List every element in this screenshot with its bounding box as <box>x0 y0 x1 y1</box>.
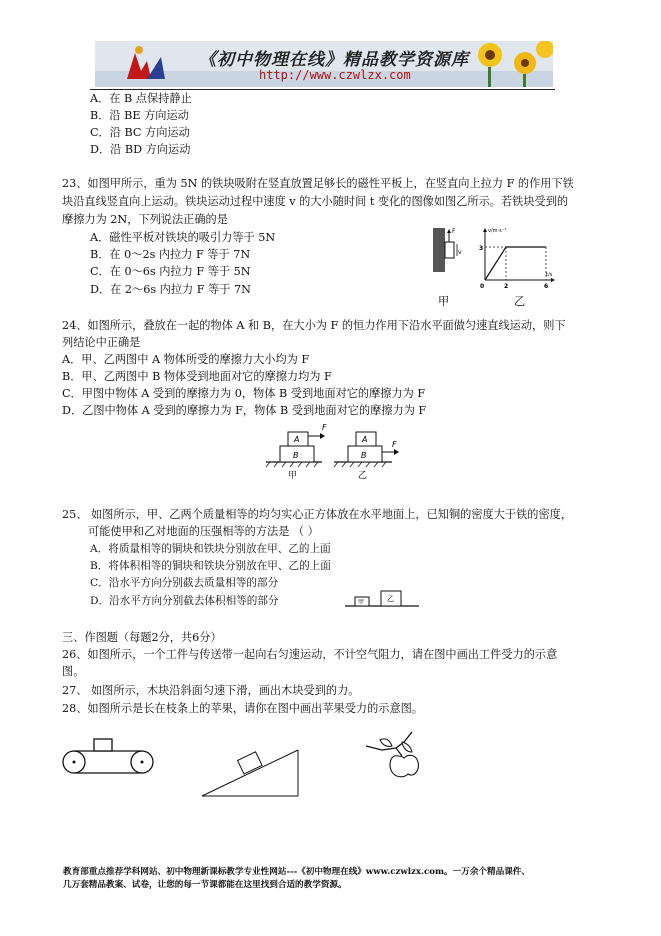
q22-option-b: B．沿 BE 方向运动 <box>90 109 189 122</box>
q28-text: 28、如图所示是长在枝条上的苹果，请你在图中画出苹果受力的示意图。 <box>62 702 424 715</box>
q24-option-d: D．乙图中物体 A 受到的摩擦力为 F，物体 B 受到地面对它的摩擦力为 F <box>62 404 427 417</box>
q24-figure <box>262 420 412 482</box>
q24-fig-label-right: 乙 <box>358 471 368 481</box>
q24-fig-label-left: 甲 <box>288 471 298 481</box>
q25-option-a: A．将质量相等的铜块和铁块分别放在甲、乙的上面 <box>90 543 331 555</box>
apple-branch-figure <box>362 726 442 786</box>
magnetic-plate <box>433 228 445 272</box>
graph-tick-x2: 6 <box>544 283 549 290</box>
q23-stem-line1: 23、如图甲所示，重为 5N 的铁块吸附在竖直放置足够长的磁性平板上，在竖直向上拉力 F 的作用下铁 <box>62 177 574 190</box>
q24-stem-line2: 列结论中正确是 <box>62 336 141 349</box>
banner-title: 《初中物理在线》精品教学资源库 <box>199 50 469 70</box>
graph-origin: 0 <box>480 283 485 290</box>
q25-stem-line1: 25、 如图所示，甲、乙两个质量相等的均匀实心正方体放在水平地面上，已知铜的密度大于铁的密度， <box>62 508 573 521</box>
header-rule <box>90 89 555 90</box>
workpiece <box>94 739 112 751</box>
cube-jia-label: 甲 <box>358 599 365 606</box>
q23-stem-line2: 块沿直线竖直向上运动。铁块运动过程中速度 v 的大小随时间 t 变化的图像如图乙所示。若铁块受到的 <box>62 195 569 208</box>
iron-block <box>445 242 454 258</box>
section3-heading: 三、作图题（每题2分，共6分） <box>62 631 222 644</box>
q25-figure <box>345 586 420 608</box>
block-b-left-label: B <box>293 451 299 460</box>
velocity-label: v <box>458 249 462 256</box>
leaf <box>380 739 392 747</box>
incline-figure <box>198 726 306 800</box>
q23-option-c: C．在 0～6s 内拉力 F 等于 5N <box>90 265 251 278</box>
q25-option-b: B．将体积相等的铜块和铁块分别放在甲、乙的上面 <box>90 560 331 572</box>
q25-option-c: C．沿水平方向分别截去质量相等的部分 <box>90 577 279 589</box>
q23-fig-label-left: 甲 <box>438 295 450 308</box>
q27-text: 27、 如图所示，木块沿斜面匀速下滑，画出木块受到的力。 <box>62 684 360 697</box>
header-banner <box>95 41 553 87</box>
block-b-right-label: B <box>361 451 367 460</box>
q25-stem-line2: 可能使甲和乙对地面的压强相等的方法是 （ ） <box>88 525 319 538</box>
q24-option-c: C．甲图中物体 A 受到的摩擦力为 0，物体 B 受到地面对它的摩擦力为 F <box>62 387 426 400</box>
q23-figure <box>425 224 565 294</box>
q26-line1: 26、如图所示，一个工件与传送带一起向右匀速运动，不计空气阻力，请在图中画出工件受力的示意 <box>62 648 558 661</box>
q25-option-d: D．沿水平方向分别截去体积相等的部分 <box>90 595 279 607</box>
q23-option-d: D．在 2～6s 内拉力 F 等于 7N <box>90 283 251 296</box>
q24-option-b: B．甲、乙两图中 B 物体受到地面对它的摩擦力均为 F <box>62 370 332 383</box>
velocity-line <box>485 247 546 280</box>
q22-option-a: A．在 B 点保持静止 <box>90 92 192 105</box>
graph-tick-y: 3 <box>479 245 484 252</box>
q22-option-d: D．沿 BD 方向运动 <box>90 143 191 156</box>
q24-option-a: A．甲、乙两图中 A 物体所受的摩擦力大小均为 F <box>62 353 310 366</box>
block-a-right-label: A <box>362 435 368 444</box>
cube-yi-label: 乙 <box>387 595 394 603</box>
block-a-left-label: A <box>294 435 300 444</box>
footer-line2: 几万套精品教案、试卷，让您的每一节课都能在这里找到合适的教学资源。 <box>63 880 347 890</box>
q23-fig-label-right: 乙 <box>514 295 526 308</box>
graph-tick-x1: 2 <box>504 283 509 290</box>
force-right-label: F <box>392 440 397 449</box>
force-label: F <box>452 228 456 235</box>
q23-option-a: A．磁性平板对铁块的吸引力等于 5N <box>90 231 276 244</box>
q26-line2: 图。 <box>62 665 85 678</box>
conveyor-belt-figure <box>60 730 160 780</box>
banner-url: http://www.czwlzx.com <box>259 68 411 82</box>
footer-line1: 教育部重点推荐学科网站、初中物理新课标教学专业性网站---《初中物理在线》www.czwlzx.com。一万余个精品课件、 <box>63 867 530 877</box>
q23-stem-line3: 摩擦力为 2N，下列说法正确的是 <box>62 213 228 226</box>
graph-ylabel: v/m·s⁻¹ <box>488 228 507 234</box>
q23-option-b: B．在 0～2s 内拉力 F 等于 7N <box>90 248 251 261</box>
graph-xlabel: t/s <box>546 272 553 278</box>
force-left-label: F <box>322 423 327 432</box>
q22-option-c: C．沿 BC 方向运动 <box>90 126 190 139</box>
q24-stem-line1: 24、如图所示，叠放在一起的物体 A 和 B，在大小为 F 的恒力作用下沿水平面做匀速直线运动，则下 <box>62 319 566 332</box>
apple <box>390 755 418 776</box>
